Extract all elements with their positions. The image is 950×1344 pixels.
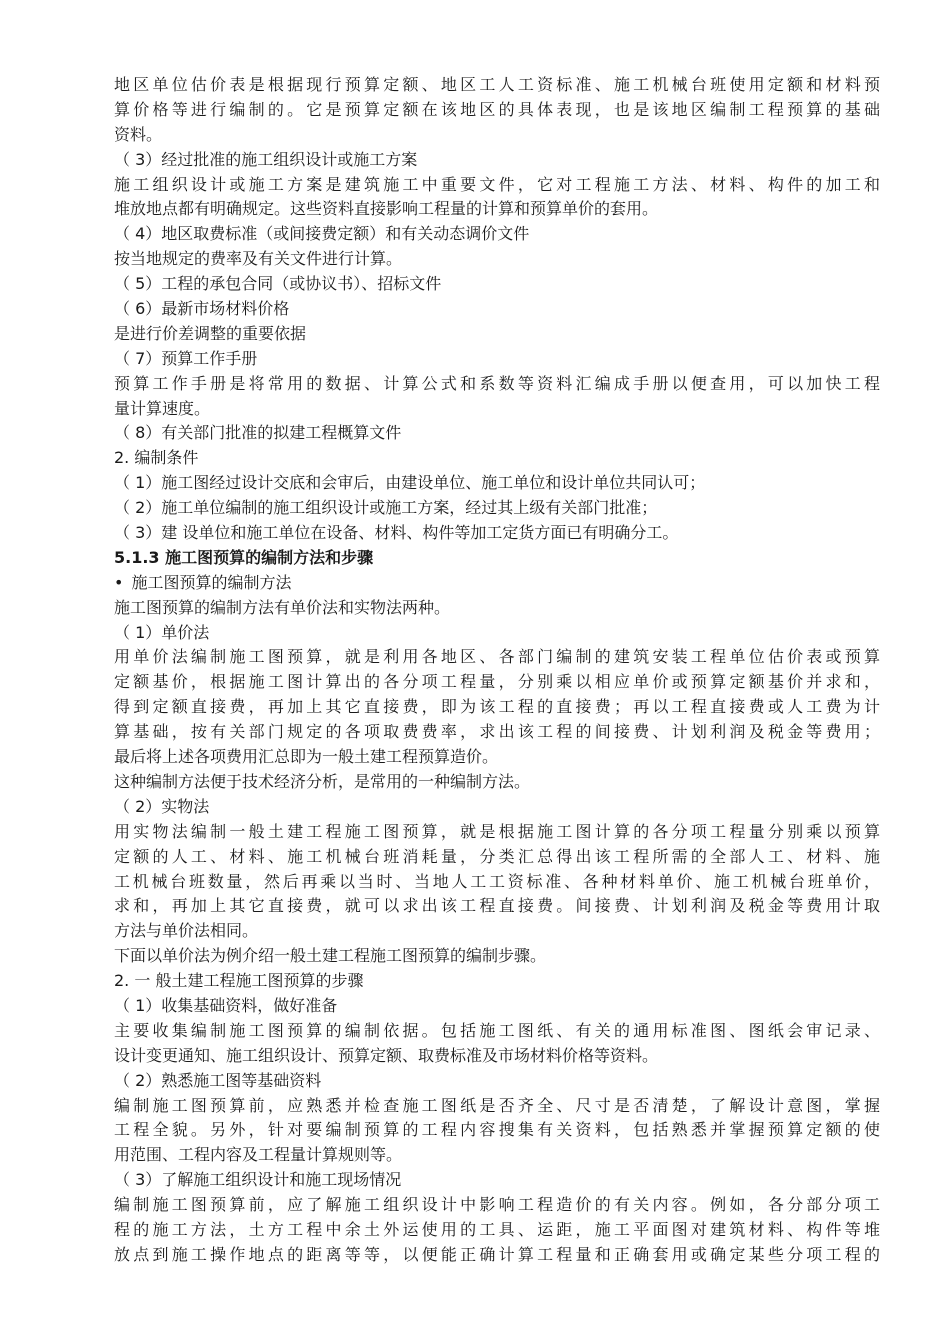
text-line: 施工图预算的编制方法有单价法和实物法两种。: [114, 597, 451, 617]
text-line: 用范围、工程内容及工程量计算规则等。: [114, 1145, 403, 1165]
text-line: 定额基价，根据施工图计算出的各分项工程量，分别乘以相应单价或预算定额基价并求和，: [114, 672, 880, 692]
text-line: 求和，再加上其它直接费，就可以求出该工程直接费。间接费、计划利润及税金等费用计取: [114, 896, 880, 916]
text-line: 最后将上述各项费用汇总即为一般土建工程预算造价。: [114, 747, 499, 767]
text-line: 工机械台班数量，然后再乘以当时、当地人工工资标准、各种材料单价、施工机械台班单价，: [114, 871, 880, 891]
text-line: 定额的人工、材料、施工机械台班消耗量，分类汇总得出该工程所需的全部人工、材料、施: [114, 846, 880, 866]
text-line: 算基础，按有关部门规定的各项取费费率，求出该工程的间接费、计划利润及税金等费用；: [114, 722, 880, 742]
text-line: 编制施工图预算前，应熟悉并检查施工图纸是否齐全、尺寸是否清楚，了解设计意图，掌握: [114, 1095, 880, 1115]
text-line: 主要收集编制施工图预算的编制依据。包括施工图纸、有关的通用标准图、图纸会审记录、: [114, 1020, 880, 1040]
text-line: 预算工作手册是将常用的数据、计算公式和系数等资料汇编成手册以便查用，可以加快工程: [114, 373, 880, 393]
text-line: 这种编制方法便于技术经济分析，是常用的一种编制方法。: [114, 771, 531, 791]
text-line: 放点到施工操作地点的距离等等，以便能正确计算工程量和正确套用或确定某些分项工程的: [114, 1244, 880, 1264]
text-line: （ 3）经过批准的施工组织设计或施工方案: [114, 149, 418, 169]
text-line: 工程全貌。另外，针对要编制预算的工程内容搜集有关资料，包括熟悉并掌握预算定额的使: [114, 1120, 880, 1140]
text-line: （ 3）建 设单位和施工单位在设备、材料、构件等加工定货方面已有明确分工。: [114, 523, 679, 543]
text-line: （ 2）实物法: [114, 796, 210, 816]
text-line: （ 1）单价法: [114, 622, 210, 642]
text-line: 是进行价差调整的重要依据: [114, 323, 307, 343]
text-line: （ 1）施工图经过设计交底和会审后，由建设单位、施工单位和设计单位共同认可；: [114, 473, 706, 493]
text-line: 地区单位估价表是根据现行预算定额、地区工人工资标准、施工机械台班使用定额和材料预: [114, 75, 880, 94]
text-line: 2. 编制条件: [114, 448, 199, 468]
text-line: 量计算速度。: [114, 398, 211, 418]
section-heading: 5.1.3 施工图预算的编制方法和步骤: [114, 547, 374, 567]
text-line: （ 3）了解施工组织设计和施工现场情况: [114, 1170, 402, 1190]
text-line: （ 2）施工单位编制的施工组织设计或施工方案，经过其上级有关部门批准；: [114, 498, 658, 518]
text-line: 下面以单价法为例介绍一般土建工程施工图预算的编制步骤。: [114, 946, 547, 966]
text-line: 堆放地点都有明确规定。这些资料直接影响工程量的计算和预算单价的套用。: [114, 199, 659, 219]
text-line: 方法与单价法相同。: [114, 921, 259, 941]
text-line: （ 4）地区取费标准（或间接费定额）和有关动态调价文件: [114, 224, 530, 244]
text-line: 算价格等进行编制的。它是预算定额在该地区的具体表现，也是该地区编制工程预算的基础: [114, 99, 880, 119]
text-line: （ 8）有关部门批准的拟建工程概算文件: [114, 423, 402, 443]
text-line: （ 1）收集基础资料，做好准备: [114, 995, 338, 1015]
text-line: 得到定额直接费，再加上其它直接费，即为该工程的直接费；再以工程直接费或人工费为计: [114, 697, 880, 717]
text-line: 施工组织设计或施工方案是建筑施工中重要文件，它对工程施工方法、材料、构件的加工和: [114, 174, 880, 194]
text-line: 用单价法编制施工图预算，就是利用各地区、各部门编制的建筑安装工程单位估价表或预算: [114, 647, 880, 667]
text-line: （ 7）预算工作手册: [114, 348, 258, 368]
text-line: 资料。: [114, 124, 163, 144]
text-line: 2. 一 般土建工程施工图预算的步骤: [114, 971, 364, 991]
text-line: （ 2）熟悉施工图等基础资料: [114, 1070, 322, 1090]
text-line: 程的施工方法，土方工程中余土外运使用的工具、运距，施工平面图对建筑材料、构件等堆: [114, 1219, 880, 1239]
bullet-item: • 施工图预算的编制方法: [114, 571, 880, 596]
text-line: （ 5）工程的承包合同（或协议书）、招标文件: [114, 274, 442, 294]
text-line: （ 6）最新市场材料价格: [114, 299, 290, 319]
text-line: 按当地规定的费率及有关文件进行计算。: [114, 249, 403, 269]
text-line: 设计变更通知、施工组织设计、预算定额、取费标准及市场材料价格等资料。: [114, 1045, 659, 1065]
text-line: 用实物法编制一般土建工程施工图预算，就是根据施工图计算的各分项工程量分别乘以预算: [114, 821, 880, 841]
text-line: 编制施工图预算前，应了解施工组织设计中影响工程造价的有关内容。例如，各分部分项工: [114, 1195, 880, 1215]
